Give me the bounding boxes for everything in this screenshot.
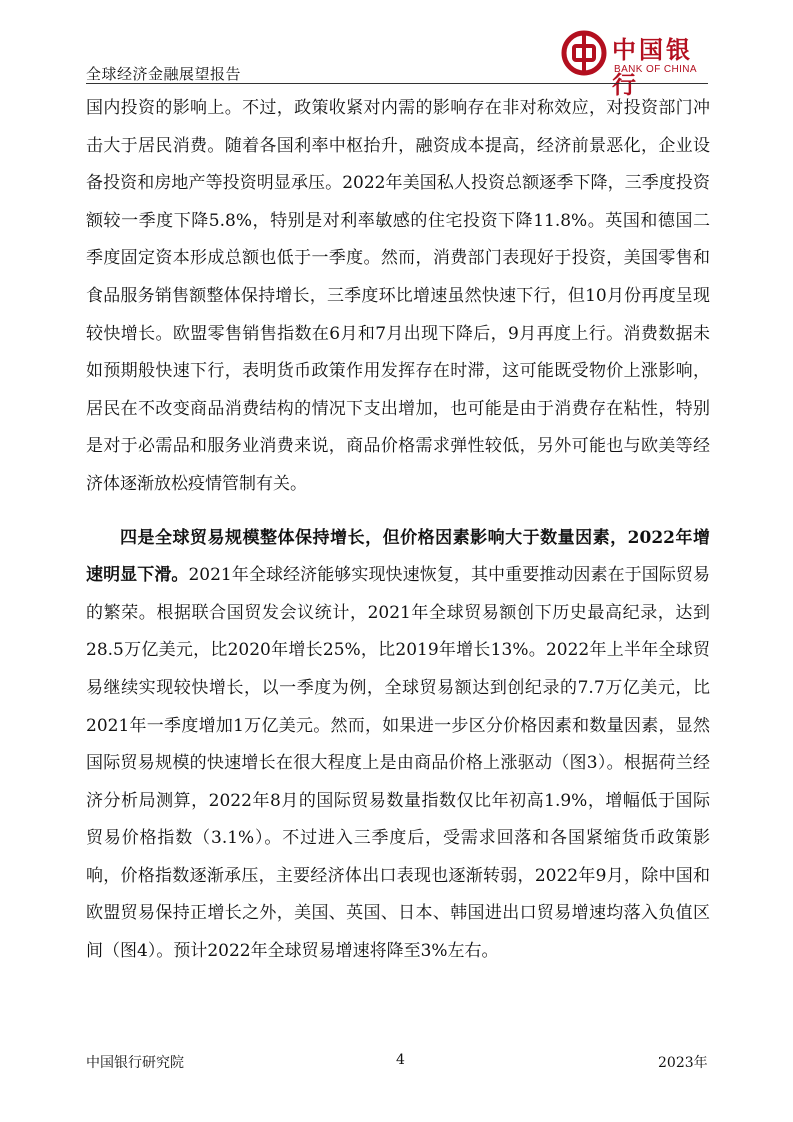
footer-year: 2023年	[658, 1055, 708, 1071]
bank-of-china-logo	[558, 28, 718, 99]
paragraph-2-lead: 四是全球贸易规模整体保持增长，但价格因素影响大于数量因素，2022年增速明显下滑。	[86, 527, 710, 586]
body-text	[86, 90, 710, 971]
report-title: 全球经济金融展望报告	[86, 65, 242, 83]
page-number: 4	[396, 1052, 405, 1068]
header-divider	[86, 83, 708, 84]
paragraph-1: 国内投资的影响上。不过，政策收紧对内需的影响存在非对称效应，对投资部门冲击大于居民消费。随着各国利率中枢抬升，融资成本提高，经济前景恶化，企业设备投资和房地产等投资明显承压。2022年美国私人投资总额逐季下降，三季度投资额较一季度下降5.8%，特别是对利率敏感的住宅投资下降11.8%。英国和德国二季度固定资本形成总额也低于一季度。然而，消费部门表现好于投资，美国零售和食品服务销售额整体保持增长，三季度环比增速虽然快速下行，但10月份再度呈现较快增长。欧盟零售销售指数在6月和7月出现下降后，9月再度上行。消费数据未如预期般快速下行，表明货币政策作用发挥存在时滞，这可能既受物价上涨影响，居民在不改变商品消费结构的情况下支出增加，也可能是由于消费存在粘性，特别是对于必需品和服务业消费来说，商品价格需求弹性较低，另外可能也与欧美等经济体逐渐放松疫情管制有关。	[86, 98, 710, 494]
footer-institute: 中国银行研究院	[86, 1055, 184, 1071]
logo-chinese-text: 中国银行	[612, 35, 693, 99]
bank-of-china-emblem-icon	[560, 29, 608, 77]
paragraph-2	[86, 520, 710, 971]
logo-english-text: BANK OF CHINA	[614, 64, 697, 75]
paragraph-2-body: 2021年全球经济能够实现快速恢复，其中重要推动因素在于国际贸易的繁荣。根据联合国贸发会议统计，2021年全球贸易额创下历史最高纪录，达到28.5万亿美元，比2020年增长25%，比2019年增长13%。2022年上半年全球贸易继续实现较快增长，以一季度为例，全球贸易额达到创纪录的7.7万亿美元，比2021年一季度增加1万亿美元。然而，如果进一步区分价格因素和数量因素，显然国际贸易规模的快速增长在很大程度上是由商品价格上涨驱动（图3）。根据荷兰经济分析局测算，2022年8月的国际贸易数量指数仅比年初高1.9%，增幅低于国际贸易价格指数（3.1%）。不过进入三季度后，受需求回落和各国紧缩货币政策影响，价格指数逐渐承压，主要经济体出口表现也逐渐转弱，2022年9月，除中国和欧盟贸易保持正增长之外，美国、英国、日本、韩国进出口贸易增速均落入负值区间（图4）。预计2022年全球贸易增速将降至3%左右。	[86, 565, 710, 962]
